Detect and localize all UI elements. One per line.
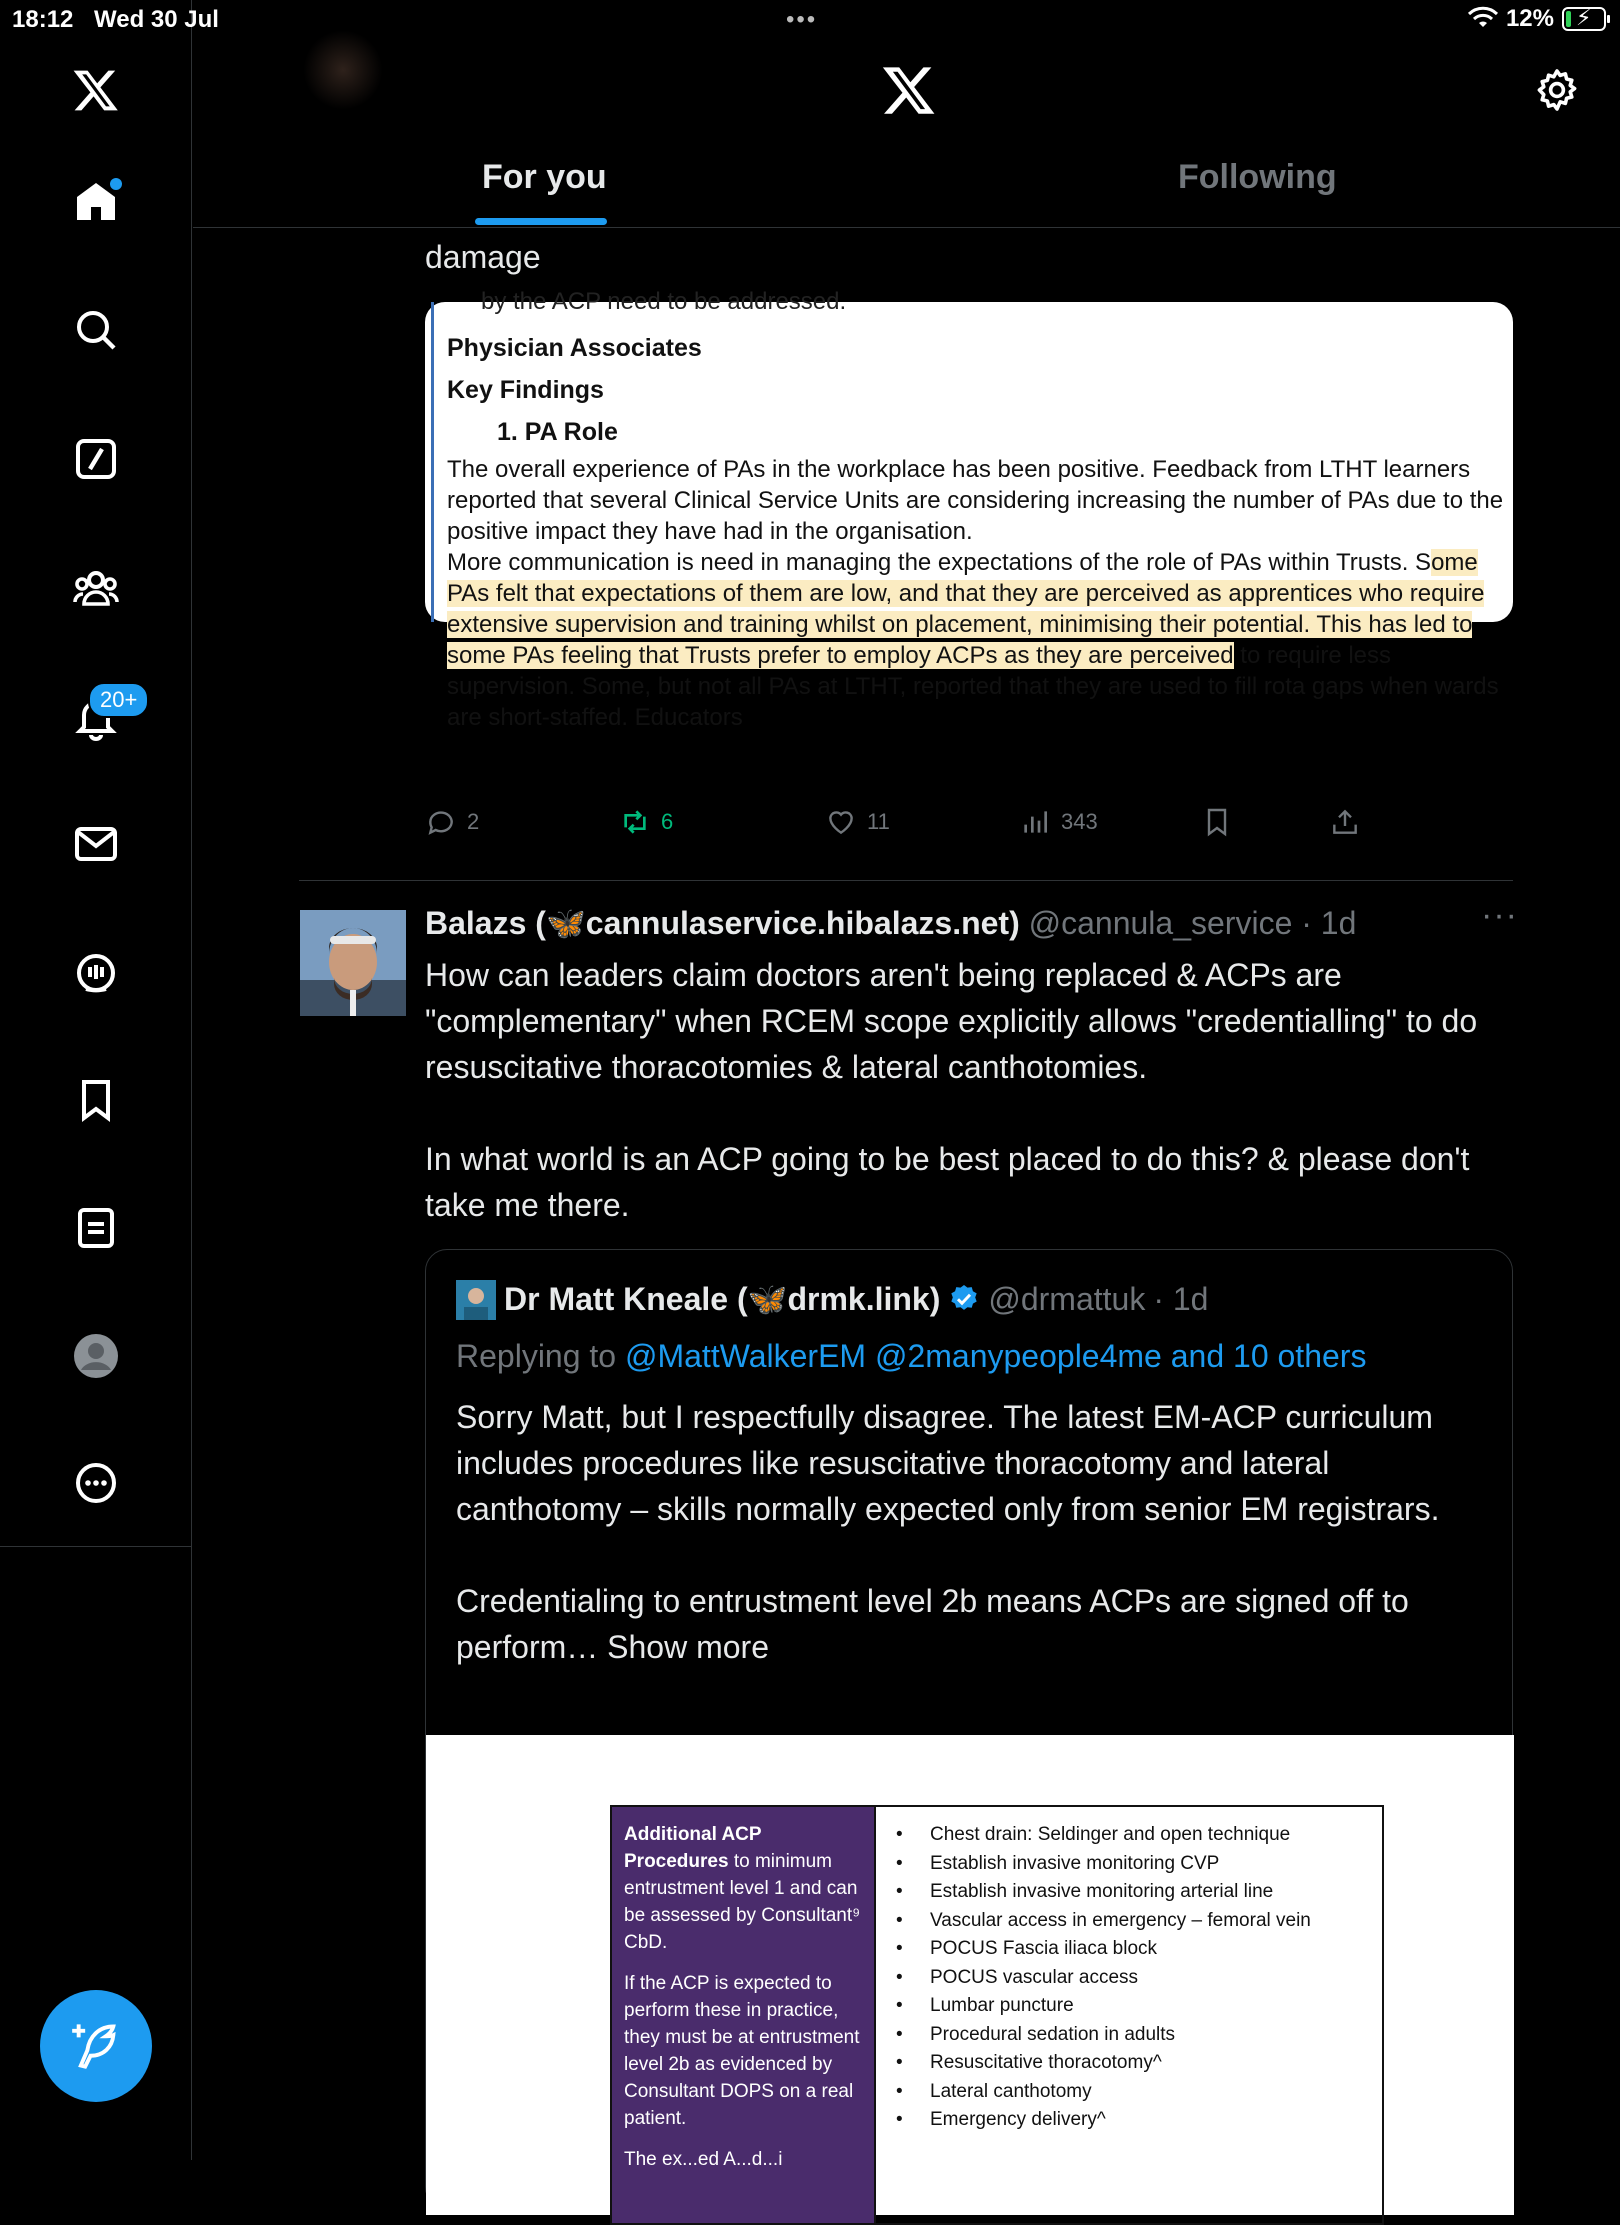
- doc-paragraph: [447, 454, 1507, 733]
- procedures-list: [876, 1807, 1382, 2223]
- procedure-item: • Lateral canthotomy: [894, 2078, 1364, 2107]
- reply-count: 2: [467, 809, 480, 834]
- procedures-table-left: [612, 1807, 876, 2223]
- post-separator: [299, 880, 1513, 881]
- doc-heading-pa-role: 1. PA Role: [497, 418, 618, 446]
- procedure-item: • Chest drain: Seldinger and open technique: [894, 1821, 1364, 1850]
- procedure-item: • Emergency delivery^: [894, 2106, 1364, 2135]
- procedure-item: • POCUS vascular access: [894, 1964, 1364, 1993]
- x-logo-icon[interactable]: [64, 58, 128, 122]
- procedure-item: • Resuscitative thoracotomy^: [894, 2049, 1364, 2078]
- repost-icon: [619, 806, 651, 838]
- multitasking-dots-icon[interactable]: •••: [786, 6, 818, 33]
- sidebar: [0, 0, 192, 2160]
- quoted-image[interactable]: [426, 1735, 1514, 2215]
- share-icon: [1329, 806, 1361, 838]
- verified-badge-icon: [948, 1283, 980, 1315]
- communities-icon[interactable]: [64, 556, 128, 620]
- replying-to: [456, 1338, 1366, 1375]
- replying-to-link[interactable]: @MattWalkerEM @2manypeople4me and 10 others: [624, 1338, 1367, 1374]
- table-left-text1: to minimum entrustment level 1 and can be assessed by Consultant⁹ CbD.: [624, 1851, 861, 1953]
- quoted-text: [456, 1394, 1496, 1670]
- repost-button[interactable]: [619, 806, 673, 838]
- procedure-item: • Vascular access in emergency – femoral vein: [894, 1907, 1364, 1936]
- timeline: [193, 228, 1620, 2170]
- procedure-item: • Lumbar puncture: [894, 1992, 1364, 2021]
- table-left-text2: If the ACP is expected to perform these in practice, they must be at entrustment level 2b as evidenced by Consultant DOPS on a real patient.: [624, 1973, 860, 2129]
- compose-feather-icon: [70, 2020, 122, 2072]
- bookmarks-icon[interactable]: [64, 1068, 128, 1132]
- doc-heading-physician-associates: Physician Associates: [447, 334, 702, 362]
- spaces-icon[interactable]: [64, 941, 128, 1005]
- post-text: How can leaders claim doctors aren't being replaced & ACPs are "complementary" when RCEM scope explicitly allows "credentialling" to do resuscitative thoracotomies & lateral canthotomies. In what world is an ACP going to be best placed to do this? & please don't take me there.: [425, 957, 1478, 1223]
- active-tab-indicator: [475, 218, 607, 225]
- show-more-link[interactable]: Show more: [607, 1629, 769, 1665]
- reply-button[interactable]: [425, 806, 479, 838]
- doc-para-a: The overall experience of PAs in the workplace has been positive. Feedback from LTHT learners reported that several Clinical Service Units are considering increasing the number of PAs due to the positive impact they have had in the organisation.: [447, 456, 1504, 545]
- views-button[interactable]: [1019, 806, 1098, 838]
- notifications-badge: 20+: [88, 682, 149, 718]
- quoted-time[interactable]: · 1d: [1153, 1280, 1209, 1317]
- procedures-table: [610, 1805, 1384, 2225]
- author-name[interactable]: Balazs (🦋cannulaservice.hibalazs.net): [425, 905, 1020, 941]
- quoted-text-body: Sorry Matt, but I respectfully disagree. The latest EM-ACP curriculum includes procedures like resuscitative thoracotomy and lateral canthotomy – skills normally expected only from senior EM registrars. Credentialing to entrustment level 2b means ACPs are signed off to perform…: [456, 1399, 1440, 1665]
- messages-icon[interactable]: [64, 812, 128, 876]
- heart-icon: [825, 806, 857, 838]
- status-time: 18:12: [12, 6, 74, 33]
- post-time[interactable]: · 1d: [1301, 905, 1357, 941]
- doc-margin-bar: [431, 302, 434, 622]
- profile-icon[interactable]: [64, 1324, 128, 1388]
- quoted-avatar[interactable]: [456, 1280, 496, 1320]
- doc-heading-key-findings: Key Findings: [447, 376, 604, 404]
- procedure-item: • Procedural sedation in adults: [894, 2021, 1364, 2050]
- repost-count: 6: [661, 809, 674, 834]
- grok-icon[interactable]: [64, 427, 128, 491]
- post-text-tail: damage: [425, 239, 541, 275]
- bookmark-button[interactable]: [1201, 806, 1233, 838]
- doc-cut-line: by the ACP need to be addressed.: [481, 288, 847, 315]
- doc-para-b2: to require less supervision. Some, but not all PAs at LTHT, reported that they are used to fill rota gaps when wards are short-staffed. Educators: [447, 642, 1499, 731]
- settings-gear-icon[interactable]: [1533, 66, 1581, 114]
- reply-icon: [425, 806, 457, 838]
- search-icon[interactable]: [64, 298, 128, 362]
- quoted-header: [504, 1280, 1208, 1318]
- compose-button[interactable]: [40, 1990, 152, 2102]
- quoted-handle[interactable]: @drmattuk: [988, 1280, 1146, 1317]
- quoted-post[interactable]: [425, 1249, 1513, 2209]
- battery-percent: 12%: [1505, 5, 1554, 32]
- table-left-bold: Additional ACP Procedures: [624, 1824, 762, 1872]
- post-image[interactable]: [425, 288, 1513, 731]
- home-new-dot: [110, 178, 122, 190]
- header-blur: [303, 30, 383, 110]
- procedure-item: • Establish invasive monitoring arterial line: [894, 1878, 1364, 1907]
- avatar[interactable]: [300, 910, 406, 1016]
- author-handle[interactable]: @cannula_service: [1028, 905, 1293, 941]
- replying-prefix: Replying to: [456, 1338, 625, 1374]
- procedure-item: • POCUS Fascia iliaca block: [894, 1935, 1364, 1964]
- like-count: 11: [867, 809, 890, 834]
- battery-icon: ⚡: [1562, 7, 1606, 31]
- status-bar: [0, 0, 1620, 40]
- lists-icon[interactable]: [64, 1196, 128, 1260]
- tab-following[interactable]: Following: [1178, 158, 1337, 196]
- sidebar-divider: [0, 1546, 192, 1547]
- more-icon[interactable]: [64, 1451, 128, 1515]
- post-header: [425, 904, 1356, 942]
- quoted-author-name[interactable]: Dr Matt Kneale (🦋drmk.link): [504, 1281, 941, 1317]
- doc-highlight: ome PAs felt that expectations of them are low, and that they are perceived as apprentices who require extensive supervision and training whilst on placement, minimising their potential. This has led to some PAs feeling that Trusts prefer to employ ACPs as they are perceived: [447, 549, 1485, 669]
- doc-para-b1: More communication is need in managing the expectations of the role of PAs within Trusts. S: [447, 549, 1432, 576]
- post-actions: [425, 806, 1425, 846]
- post-more-icon[interactable]: ···: [1481, 896, 1518, 934]
- status-date: Wed 30 Jul: [94, 6, 219, 33]
- table-left-text3: The ex...ed A...d...i: [624, 2149, 783, 2170]
- wifi-icon: [1468, 7, 1498, 31]
- like-button[interactable]: [825, 806, 890, 838]
- bookmark-icon: [1201, 806, 1233, 838]
- views-chart-icon: [1019, 806, 1051, 838]
- procedure-item: • Establish invasive monitoring CVP: [894, 1850, 1364, 1879]
- tab-for-you[interactable]: For you: [482, 158, 607, 196]
- share-button[interactable]: [1329, 806, 1361, 838]
- home-icon[interactable]: [64, 170, 128, 234]
- x-logo-icon[interactable]: [881, 62, 937, 118]
- view-count: 343: [1061, 809, 1098, 834]
